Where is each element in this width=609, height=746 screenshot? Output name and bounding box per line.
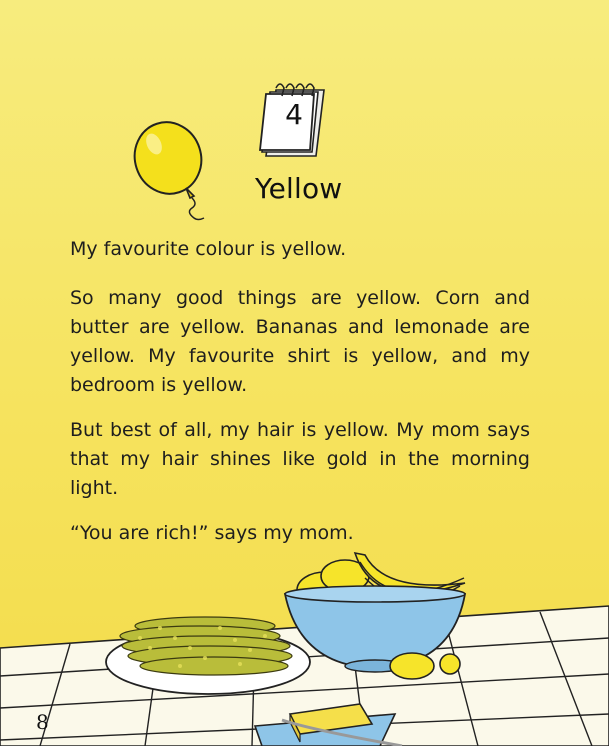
paragraph-3: But best of all, my hair is yellow. My mom says that my hair shines like gold in the morning light. [70, 419, 530, 499]
chapter-number: 4 [285, 98, 303, 131]
page-number: 8 [36, 710, 49, 734]
kitchen-table-illustration [0, 548, 609, 746]
balloon-icon [128, 118, 220, 222]
paragraph-4: “You are rich!” says my mom. [70, 522, 354, 544]
paragraph-1: My favourite colour is yellow. [70, 238, 347, 260]
paragraph-2: So many good things are yellow. Corn and butter are yellow. Bananas and lemonade are yellow. My favourite shirt is yellow, and my bedroom is yellow. [70, 287, 530, 396]
chapter-title: Yellow [255, 172, 343, 205]
